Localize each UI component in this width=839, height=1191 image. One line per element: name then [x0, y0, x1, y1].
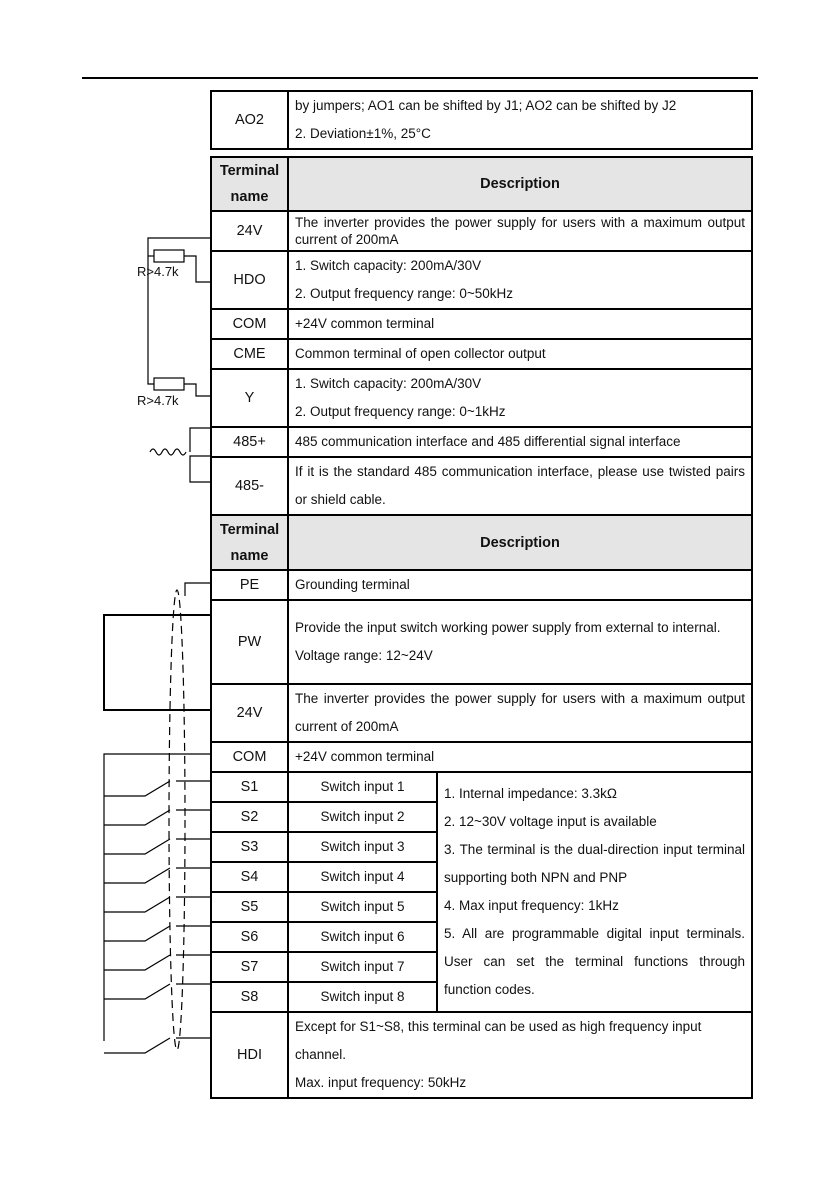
header-terminal-name: Terminal name	[211, 157, 288, 211]
resistor-hdo	[154, 250, 184, 262]
terminal-name: 485-	[211, 457, 288, 515]
terminal-name: 485+	[211, 427, 288, 457]
description-line: by jumpers; AO1 can be shifted by J1; AO2 can be shifted by J2	[295, 98, 677, 113]
shield-cable-icon	[169, 590, 185, 1050]
output-wire	[184, 256, 210, 282]
switch-input-label: Switch input 4	[288, 862, 437, 892]
switch-input-label: Switch input 7	[288, 952, 437, 982]
description-line: 5. All are programmable digital input terminals. User can set the terminal functions through function codes.	[444, 926, 745, 997]
terminal-name: S3	[211, 832, 288, 862]
description-line: Voltage range: 12~24V	[295, 648, 433, 663]
switch-contact-icon	[104, 897, 170, 912]
switch-input-label: Switch input 3	[288, 832, 437, 862]
terminal-name: AO2	[211, 91, 288, 149]
description-line: Max. input frequency: 50kHz	[295, 1075, 467, 1090]
terminal-name: 24V	[211, 211, 288, 251]
terminal-description: The inverter provides the power supply for users with a maximum output current of 200mA	[288, 211, 752, 251]
header-description: Description	[288, 157, 752, 211]
terminal-name: S6	[211, 922, 288, 952]
terminal-name: Y	[211, 369, 288, 427]
twisted-pair-icon	[150, 449, 186, 455]
terminal-description: The inverter provides the power supply for users with a maximum output current of 200mA	[288, 684, 752, 742]
description-line: Provide the input switch working power supply from external to internal.	[295, 620, 721, 635]
header-terminal-name: Terminal name	[211, 515, 288, 570]
terminal-description: +24V common terminal	[288, 309, 752, 339]
description-line: 2. Deviation±1%, 25°C	[295, 126, 431, 141]
description-line: 2. 12~30V voltage input is available	[444, 814, 657, 829]
terminal-name: PW	[211, 600, 288, 684]
terminal-name: S4	[211, 862, 288, 892]
switch-contact-icon	[104, 868, 170, 883]
terminal-description: +24V common terminal	[288, 742, 752, 772]
switch-contact-icon	[104, 955, 170, 970]
description-line: 1. Switch capacity: 200mA/30V	[295, 258, 482, 273]
terminal-name: 24V	[211, 684, 288, 742]
switch-contact-icon	[104, 781, 170, 796]
description-line: 4. Max input frequency: 1kHz	[444, 898, 619, 913]
terminal-description: Common terminal of open collector output	[288, 339, 752, 369]
terminal-name: HDI	[211, 1012, 288, 1098]
output-wire	[184, 384, 210, 396]
terminal-name: HDO	[211, 251, 288, 309]
switch-input-label: Switch input 6	[288, 922, 437, 952]
switch-contact-icon	[104, 984, 170, 999]
terminal-name: COM	[211, 309, 288, 339]
switch-input-label: Switch input 1	[288, 772, 437, 802]
terminal-name: S1	[211, 772, 288, 802]
terminal-name: COM	[211, 742, 288, 772]
description-line: 1. Switch capacity: 200mA/30V	[295, 376, 482, 391]
switch-input-label: Switch input 8	[288, 982, 437, 1012]
description-line: 2. Output frequency range: 0~1kHz	[295, 404, 506, 419]
terminal-name: S5	[211, 892, 288, 922]
switch-contact-icon	[104, 810, 170, 825]
resistor-label: R>4.7k	[137, 393, 179, 408]
terminal-name: PE	[211, 570, 288, 600]
description-line: Except for S1~S8, this terminal can be used as high frequency input channel.	[295, 1019, 702, 1062]
resistor-y	[154, 378, 184, 390]
description-line: 1. Internal impedance: 3.3kΩ	[444, 786, 617, 801]
terminal-name: CME	[211, 339, 288, 369]
description-line: 2. Output frequency range: 0~50kHz	[295, 286, 514, 301]
terminal-description: 485 communication interface and 485 differential signal interface	[288, 427, 752, 457]
rs485-wire	[190, 456, 210, 482]
terminal-description: If it is the standard 485 communication interface, please use twisted pairs or shield cable.	[288, 457, 752, 515]
terminal-name: S8	[211, 982, 288, 1012]
terminal-name: S2	[211, 802, 288, 832]
switch-input-label: Switch input 5	[288, 892, 437, 922]
terminal-name: S7	[211, 952, 288, 982]
rs485-wire	[190, 428, 210, 452]
resistor-label: R>4.7k	[137, 264, 179, 279]
switch-contact-icon	[104, 926, 170, 941]
description-line: 3. The terminal is the dual-direction input terminal supporting both NPN and PNP	[444, 842, 745, 885]
switch-input-label: Switch input 2	[288, 802, 437, 832]
pe-wire	[185, 583, 210, 596]
power-loop-wire	[104, 615, 210, 710]
terminal-description: Grounding terminal	[288, 570, 752, 600]
header-description: Description	[288, 515, 752, 570]
switch-contact-icon	[104, 1038, 170, 1053]
switch-contact-icon	[104, 839, 170, 854]
